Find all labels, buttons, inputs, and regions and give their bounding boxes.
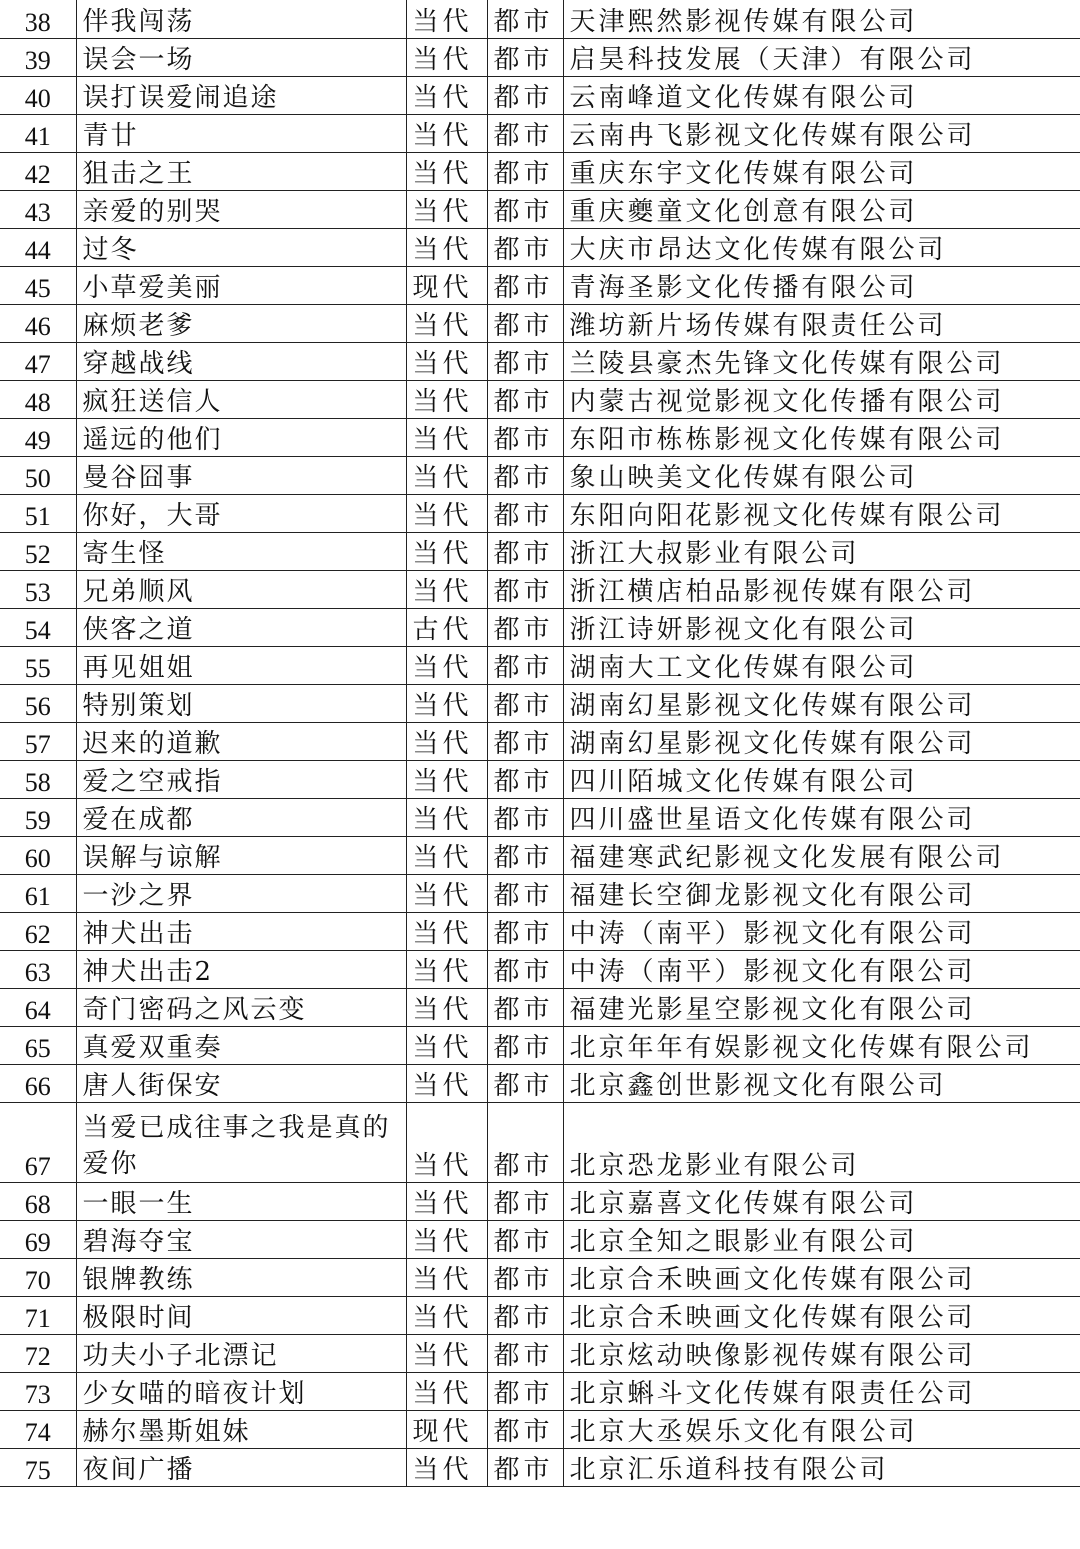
genre-cell: 都市	[487, 874, 563, 912]
table-row	[0, 608, 1080, 646]
row-number: 51	[0, 494, 76, 532]
row-number: 54	[0, 608, 76, 646]
company-name: 北京大丞娱乐文化有限公司	[563, 1410, 1080, 1448]
company-name: 启昊科技发展（天津）有限公司	[563, 38, 1080, 76]
company-name: 青海圣影文化传播有限公司	[563, 266, 1080, 304]
company-name: 重庆夔童文化创意有限公司	[563, 190, 1080, 228]
table-row	[0, 1296, 1080, 1334]
film-title: 极限时间	[76, 1296, 406, 1334]
row-number: 58	[0, 760, 76, 798]
row-number: 68	[0, 1182, 76, 1220]
company-name: 潍坊新片场传媒有限责任公司	[563, 304, 1080, 342]
film-title: 过冬	[76, 228, 406, 266]
row-number: 39	[0, 38, 76, 76]
company-name: 中涛（南平）影视文化有限公司	[563, 950, 1080, 988]
table-row	[0, 1182, 1080, 1220]
era-cell: 当代	[406, 1026, 487, 1064]
row-number: 49	[0, 418, 76, 456]
table-row	[0, 38, 1080, 76]
film-title: 唐人街保安	[76, 1064, 406, 1102]
film-title: 曼谷囧事	[76, 456, 406, 494]
company-name: 浙江大叔影业有限公司	[563, 532, 1080, 570]
film-title: 误打误爱闹追途	[76, 76, 406, 114]
row-number: 41	[0, 114, 76, 152]
film-title: 爱在成都	[76, 798, 406, 836]
row-number: 63	[0, 950, 76, 988]
company-name: 福建寒武纪影视文化发展有限公司	[563, 836, 1080, 874]
era-cell: 当代	[406, 950, 487, 988]
genre-cell: 都市	[487, 418, 563, 456]
film-title: 神犬出击2	[76, 950, 406, 988]
company-name: 福建长空御龙影视文化有限公司	[563, 874, 1080, 912]
table-row	[0, 342, 1080, 380]
film-title: 爱之空戒指	[76, 760, 406, 798]
genre-cell: 都市	[487, 304, 563, 342]
film-title: 寄生怪	[76, 532, 406, 570]
era-cell: 当代	[406, 152, 487, 190]
row-number: 61	[0, 874, 76, 912]
genre-cell: 都市	[487, 494, 563, 532]
table-row	[0, 114, 1080, 152]
table-row	[0, 684, 1080, 722]
row-number: 52	[0, 532, 76, 570]
film-title: 赫尔墨斯姐妹	[76, 1410, 406, 1448]
era-cell: 当代	[406, 912, 487, 950]
row-number: 60	[0, 836, 76, 874]
film-title: 误解与谅解	[76, 836, 406, 874]
genre-cell: 都市	[487, 1026, 563, 1064]
genre-cell: 都市	[487, 1258, 563, 1296]
row-number: 50	[0, 456, 76, 494]
row-number: 64	[0, 988, 76, 1026]
company-name: 浙江横店柏品影视传媒有限公司	[563, 570, 1080, 608]
table-row	[0, 380, 1080, 418]
film-title: 亲爱的别哭	[76, 190, 406, 228]
genre-cell: 都市	[487, 38, 563, 76]
genre-cell: 都市	[487, 152, 563, 190]
genre-cell: 都市	[487, 1220, 563, 1258]
company-name: 北京年年有娱影视文化传媒有限公司	[563, 1026, 1080, 1064]
genre-cell: 都市	[487, 190, 563, 228]
era-cell: 当代	[406, 798, 487, 836]
table-row	[0, 494, 1080, 532]
era-cell: 当代	[406, 418, 487, 456]
table-row	[0, 912, 1080, 950]
era-cell: 当代	[406, 38, 487, 76]
film-title: 再见姐姐	[76, 646, 406, 684]
era-cell: 当代	[406, 1448, 487, 1486]
film-title: 真爱双重奏	[76, 1026, 406, 1064]
genre-cell: 都市	[487, 988, 563, 1026]
company-name: 北京合禾映画文化传媒有限公司	[563, 1258, 1080, 1296]
company-name: 北京嘉喜文化传媒有限公司	[563, 1182, 1080, 1220]
genre-cell: 都市	[487, 646, 563, 684]
era-cell: 现代	[406, 1410, 487, 1448]
era-cell: 当代	[406, 722, 487, 760]
company-name: 重庆东宇文化传媒有限公司	[563, 152, 1080, 190]
era-cell: 古代	[406, 608, 487, 646]
genre-cell: 都市	[487, 228, 563, 266]
genre-cell: 都市	[487, 342, 563, 380]
film-title: 奇门密码之风云变	[76, 988, 406, 1026]
row-number: 73	[0, 1372, 76, 1410]
row-number: 55	[0, 646, 76, 684]
table-row	[0, 456, 1080, 494]
table-row	[0, 1448, 1080, 1486]
table-row	[0, 1410, 1080, 1448]
table-row	[0, 874, 1080, 912]
era-cell: 当代	[406, 1296, 487, 1334]
table-row	[0, 228, 1080, 266]
table-row	[0, 152, 1080, 190]
table-row	[0, 304, 1080, 342]
film-title: 穿越战线	[76, 342, 406, 380]
company-name: 北京蝌斗文化传媒有限责任公司	[563, 1372, 1080, 1410]
row-number: 48	[0, 380, 76, 418]
genre-cell: 都市	[487, 1296, 563, 1334]
era-cell: 当代	[406, 380, 487, 418]
era-cell: 当代	[406, 1220, 487, 1258]
era-cell: 当代	[406, 646, 487, 684]
genre-cell: 都市	[487, 0, 563, 38]
company-name: 东阳市栋栋影视文化传媒有限公司	[563, 418, 1080, 456]
row-number: 38	[0, 0, 76, 38]
film-title: 功夫小子北漂记	[76, 1334, 406, 1372]
era-cell: 当代	[406, 114, 487, 152]
row-number: 57	[0, 722, 76, 760]
genre-cell: 都市	[487, 266, 563, 304]
row-number: 72	[0, 1334, 76, 1372]
era-cell: 当代	[406, 342, 487, 380]
genre-cell: 都市	[487, 912, 563, 950]
company-name: 北京汇乐道科技有限公司	[563, 1448, 1080, 1486]
era-cell: 当代	[406, 494, 487, 532]
table-row	[0, 798, 1080, 836]
row-number: 46	[0, 304, 76, 342]
genre-cell: 都市	[487, 114, 563, 152]
row-number: 43	[0, 190, 76, 228]
company-name: 云南冉飞影视文化传媒有限公司	[563, 114, 1080, 152]
film-title: 夜间广播	[76, 1448, 406, 1486]
row-number: 40	[0, 76, 76, 114]
film-title: 少女喵的暗夜计划	[76, 1372, 406, 1410]
genre-cell: 都市	[487, 950, 563, 988]
table-row	[0, 190, 1080, 228]
row-number: 70	[0, 1258, 76, 1296]
genre-cell: 都市	[487, 760, 563, 798]
table-row	[0, 836, 1080, 874]
era-cell: 当代	[406, 0, 487, 38]
film-title: 小草爱美丽	[76, 266, 406, 304]
company-name: 四川陌城文化传媒有限公司	[563, 760, 1080, 798]
film-title: 一眼一生	[76, 1182, 406, 1220]
company-name: 大庆市昂达文化传媒有限公司	[563, 228, 1080, 266]
row-number: 74	[0, 1410, 76, 1448]
table-row	[0, 76, 1080, 114]
film-title: 银牌教练	[76, 1258, 406, 1296]
genre-cell: 都市	[487, 608, 563, 646]
film-title: 兄弟顺风	[76, 570, 406, 608]
company-name: 北京炫动映像影视传媒有限公司	[563, 1334, 1080, 1372]
table-row	[0, 1026, 1080, 1064]
table-row	[0, 950, 1080, 988]
table-row	[0, 1220, 1080, 1258]
era-cell: 当代	[406, 988, 487, 1026]
era-cell: 当代	[406, 532, 487, 570]
film-title: 一沙之界	[76, 874, 406, 912]
film-title: 迟来的道歉	[76, 722, 406, 760]
company-name: 四川盛世星语文化传媒有限公司	[563, 798, 1080, 836]
film-title: 麻烦老爹	[76, 304, 406, 342]
genre-cell: 都市	[487, 1064, 563, 1102]
row-number: 75	[0, 1448, 76, 1486]
genre-cell: 都市	[487, 1182, 563, 1220]
film-title: 狙击之王	[76, 152, 406, 190]
era-cell: 当代	[406, 228, 487, 266]
genre-cell: 都市	[487, 1410, 563, 1448]
film-title: 疯狂送信人	[76, 380, 406, 418]
company-name: 北京全知之眼影业有限公司	[563, 1220, 1080, 1258]
row-number: 62	[0, 912, 76, 950]
company-name: 北京鑫创世影视文化有限公司	[563, 1064, 1080, 1102]
era-cell: 当代	[406, 1182, 487, 1220]
genre-cell: 都市	[487, 1372, 563, 1410]
genre-cell: 都市	[487, 798, 563, 836]
era-cell: 现代	[406, 266, 487, 304]
era-cell: 当代	[406, 1064, 487, 1102]
film-title: 遥远的他们	[76, 418, 406, 456]
film-title: 碧海夺宝	[76, 1220, 406, 1258]
company-name: 内蒙古视觉影视文化传播有限公司	[563, 380, 1080, 418]
company-name: 天津熙然影视传媒有限公司	[563, 0, 1080, 38]
era-cell: 当代	[406, 1372, 487, 1410]
table-row	[0, 0, 1080, 38]
table-row	[0, 570, 1080, 608]
company-name: 福建光影星空影视文化有限公司	[563, 988, 1080, 1026]
era-cell: 当代	[406, 1334, 487, 1372]
row-number: 66	[0, 1064, 76, 1102]
company-name: 湖南幻星影视文化传媒有限公司	[563, 722, 1080, 760]
row-number: 69	[0, 1220, 76, 1258]
genre-cell: 都市	[487, 570, 563, 608]
film-title: 侠客之道	[76, 608, 406, 646]
film-title: 神犬出击	[76, 912, 406, 950]
row-number: 53	[0, 570, 76, 608]
table-row	[0, 760, 1080, 798]
era-cell: 当代	[406, 1258, 487, 1296]
film-title: 特别策划	[76, 684, 406, 722]
table-row	[0, 988, 1080, 1026]
film-title: 青廿	[76, 114, 406, 152]
genre-cell: 都市	[487, 532, 563, 570]
era-cell: 当代	[406, 304, 487, 342]
company-name: 湖南幻星影视文化传媒有限公司	[563, 684, 1080, 722]
row-number: 65	[0, 1026, 76, 1064]
company-name: 湖南大工文化传媒有限公司	[563, 646, 1080, 684]
genre-cell: 都市	[487, 456, 563, 494]
era-cell: 当代	[406, 570, 487, 608]
era-cell: 当代	[406, 874, 487, 912]
era-cell: 当代	[406, 1102, 487, 1182]
era-cell: 当代	[406, 190, 487, 228]
table-row	[0, 1064, 1080, 1102]
film-title: 你好，大哥	[76, 494, 406, 532]
company-name: 北京恐龙影业有限公司	[563, 1102, 1080, 1182]
film-title: 伴我闯荡	[76, 0, 406, 38]
era-cell: 当代	[406, 76, 487, 114]
company-name: 北京合禾映画文化传媒有限公司	[563, 1296, 1080, 1334]
genre-cell: 都市	[487, 76, 563, 114]
row-number: 47	[0, 342, 76, 380]
table-row	[0, 1102, 1080, 1182]
row-number: 56	[0, 684, 76, 722]
era-cell: 当代	[406, 684, 487, 722]
era-cell: 当代	[406, 456, 487, 494]
table-row	[0, 1258, 1080, 1296]
genre-cell: 都市	[487, 380, 563, 418]
row-number: 45	[0, 266, 76, 304]
table-row	[0, 722, 1080, 760]
row-number: 42	[0, 152, 76, 190]
company-name: 兰陵县豪杰先锋文化传媒有限公司	[563, 342, 1080, 380]
row-number: 59	[0, 798, 76, 836]
film-title: 误会一场	[76, 38, 406, 76]
row-number: 67	[0, 1102, 76, 1182]
table-row	[0, 1334, 1080, 1372]
genre-cell: 都市	[487, 1334, 563, 1372]
film-title: 当爱已成往事之我是真的爱你	[76, 1102, 406, 1182]
company-name: 象山映美文化传媒有限公司	[563, 456, 1080, 494]
company-name: 浙江诗妍影视文化有限公司	[563, 608, 1080, 646]
genre-cell: 都市	[487, 1102, 563, 1182]
company-name: 云南峰道文化传媒有限公司	[563, 76, 1080, 114]
company-name: 东阳向阳花影视文化传媒有限公司	[563, 494, 1080, 532]
genre-cell: 都市	[487, 1448, 563, 1486]
table-row	[0, 418, 1080, 456]
genre-cell: 都市	[487, 722, 563, 760]
row-number: 71	[0, 1296, 76, 1334]
era-cell: 当代	[406, 760, 487, 798]
genre-cell: 都市	[487, 836, 563, 874]
table-row	[0, 646, 1080, 684]
table-row	[0, 1372, 1080, 1410]
company-name: 中涛（南平）影视文化有限公司	[563, 912, 1080, 950]
era-cell: 当代	[406, 836, 487, 874]
row-number: 44	[0, 228, 76, 266]
table-row	[0, 532, 1080, 570]
table-row	[0, 266, 1080, 304]
genre-cell: 都市	[487, 684, 563, 722]
